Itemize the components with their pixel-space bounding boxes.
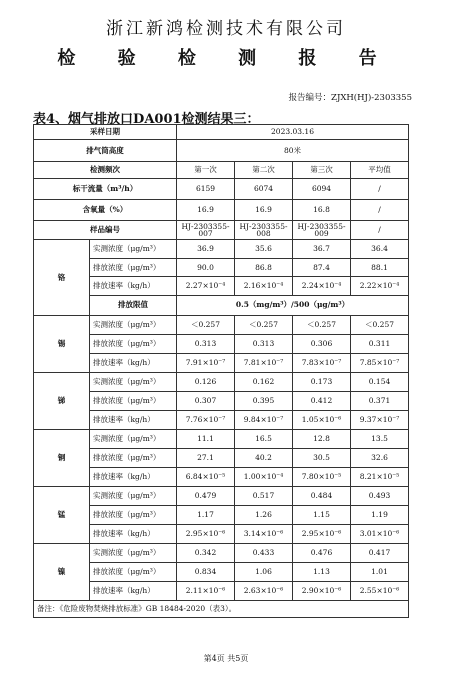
parameter-label: 排放速率（kg/h） — [90, 467, 177, 486]
measurement-value: 1.05×10⁻⁶ — [293, 410, 351, 429]
parameter-label: 排放速率（kg/h） — [90, 277, 177, 296]
standard-flow-label: 标干流量（m³/h） — [34, 179, 177, 200]
measurement-value: 1.00×10⁻⁴ — [235, 467, 293, 486]
metal-name: 铬 — [34, 240, 90, 316]
metal-name: 镍 — [34, 543, 90, 600]
metal-name: 锡 — [34, 315, 90, 372]
parameter-label: 排放速率（kg/h） — [90, 524, 177, 543]
parameter-label: 实测浓度（μg/m³） — [90, 315, 177, 334]
measurement-value: 2.27×10⁻⁴ — [177, 277, 235, 296]
measurement-value: 2.11×10⁻⁶ — [177, 581, 235, 600]
table-row — [34, 467, 409, 486]
table-row — [34, 140, 409, 162]
measurement-value: 2.16×10⁻⁴ — [235, 277, 293, 296]
parameter-label: 排放浓度（μg/m³） — [90, 334, 177, 353]
measurement-value: 13.5 — [351, 429, 409, 448]
sampling-date-label: 采样日期 — [34, 125, 177, 140]
measurement-value: 0.395 — [235, 391, 293, 410]
table-row — [34, 581, 409, 600]
measurement-value: 36.4 — [351, 240, 409, 259]
table-row — [34, 221, 409, 240]
sample-no-value: / — [351, 221, 409, 240]
parameter-label: 排放浓度（μg/m³） — [90, 562, 177, 581]
table-row — [34, 258, 409, 277]
measurement-value: 2.95×10⁻⁶ — [293, 524, 351, 543]
measurement-value: 2.22×10⁻⁴ — [351, 277, 409, 296]
measurement-value: 0.313 — [177, 334, 235, 353]
metal-name: 锰 — [34, 486, 90, 543]
measurement-value: 1.13 — [293, 562, 351, 581]
column-header: 平均值 — [351, 162, 409, 179]
parameter-label: 排放浓度（μg/m³） — [90, 391, 177, 410]
company-name: 浙江新鸿检测技术有限公司 — [106, 19, 346, 39]
measurement-value: 0.126 — [177, 372, 235, 391]
measurement-value: 0.433 — [235, 543, 293, 562]
parameter-label: 排放速率（kg/h） — [90, 353, 177, 372]
standard-flow-value: 6094 — [293, 179, 351, 200]
stack-height-label: 排气筒高度 — [34, 140, 177, 162]
table-row — [34, 600, 409, 617]
sample-no-value: HJ-2303355-008 — [235, 221, 293, 240]
parameter-label: 排放浓度（μg/m³） — [90, 448, 177, 467]
table-note: 备注：《危险废物焚烧排放标准》GB 18484-2020（表3）。 — [34, 600, 409, 617]
standard-flow-value: / — [351, 179, 409, 200]
measurement-value: ＜0.257 — [293, 315, 351, 334]
measurement-value: 1.06 — [235, 562, 293, 581]
measurement-value: ＜0.257 — [177, 315, 235, 334]
parameter-label: 排放速率（kg/h） — [90, 410, 177, 429]
table-row — [34, 353, 409, 372]
column-header: 第三次 — [293, 162, 351, 179]
measurement-value: 90.0 — [177, 258, 235, 277]
measurement-value: 0.476 — [293, 543, 351, 562]
measurement-value: 0.313 — [235, 334, 293, 353]
limit-label: 排放限值 — [90, 295, 177, 315]
measurement-value: 0.306 — [293, 334, 351, 353]
table-title: 表4、烟气排放口DA001检测结果三： — [33, 112, 260, 127]
parameter-label: 排放浓度（μg/m³） — [90, 258, 177, 277]
parameter-label: 排放浓度（μg/m³） — [90, 505, 177, 524]
stack-height-value: 80米 — [177, 140, 409, 162]
measurement-value: 7.81×10⁻⁷ — [235, 353, 293, 372]
parameter-label: 实测浓度（μg/m³） — [90, 486, 177, 505]
measurement-value: 11.1 — [177, 429, 235, 448]
measurement-value: 40.2 — [235, 448, 293, 467]
measurement-value: ＜0.257 — [351, 315, 409, 334]
column-header: 第一次 — [177, 162, 235, 179]
measurement-value: 0.517 — [235, 486, 293, 505]
measurement-value: 2.95×10⁻⁶ — [177, 524, 235, 543]
table-row — [34, 125, 409, 140]
table-row — [34, 429, 409, 448]
measurement-value: 0.342 — [177, 543, 235, 562]
table-row — [34, 410, 409, 429]
measurement-value: 0.484 — [293, 486, 351, 505]
sample-no-value: HJ-2303355-009 — [293, 221, 351, 240]
measurement-value: 0.311 — [351, 334, 409, 353]
measurement-value: 87.4 — [293, 258, 351, 277]
table-row — [34, 448, 409, 467]
measurement-value: 2.55×10⁻⁶ — [351, 581, 409, 600]
report-title: 检 验 检 测 报 告 — [57, 48, 395, 69]
table-row — [34, 524, 409, 543]
measurement-value: 3.14×10⁻⁶ — [235, 524, 293, 543]
measurement-value: 0.479 — [177, 486, 235, 505]
measurement-value: 86.8 — [235, 258, 293, 277]
measurement-value: 36.9 — [177, 240, 235, 259]
measurement-value: 1.01 — [351, 562, 409, 581]
measurement-value: 7.91×10⁻⁷ — [177, 353, 235, 372]
measurement-value: 35.6 — [235, 240, 293, 259]
table-row — [34, 162, 409, 179]
measurement-value: 6.84×10⁻⁵ — [177, 467, 235, 486]
measurement-value: 7.83×10⁻⁷ — [293, 353, 351, 372]
measurement-value: 7.76×10⁻⁷ — [177, 410, 235, 429]
measurement-value: 16.5 — [235, 429, 293, 448]
column-header: 第二次 — [235, 162, 293, 179]
measurement-value: 0.412 — [293, 391, 351, 410]
results-table — [33, 124, 409, 618]
sample-no-label: 样品编号 — [34, 221, 177, 240]
measurement-value: 30.5 — [293, 448, 351, 467]
standard-flow-value: 6074 — [235, 179, 293, 200]
measurement-value: 1.15 — [293, 505, 351, 524]
measurement-value: 27.1 — [177, 448, 235, 467]
table-row — [34, 486, 409, 505]
table-row — [34, 277, 409, 296]
measurement-value: ＜0.257 — [235, 315, 293, 334]
oxygen-value: 16.9 — [235, 200, 293, 221]
parameter-label: 实测浓度（μg/m³） — [90, 240, 177, 259]
measurement-value: 0.417 — [351, 543, 409, 562]
measurement-value: 1.19 — [351, 505, 409, 524]
page-number: 第4页 共5页 — [203, 654, 249, 663]
table-row — [34, 295, 409, 315]
table-row — [34, 334, 409, 353]
metal-name: 锑 — [34, 372, 90, 429]
items-label: 检测频次 — [34, 162, 177, 179]
limit-value: 0.5（mg/m³）/500（μg/m³） — [177, 295, 409, 315]
table-row — [34, 200, 409, 221]
measurement-value: 1.17 — [177, 505, 235, 524]
measurement-value: 8.21×10⁻⁵ — [351, 467, 409, 486]
measurement-value: 32.6 — [351, 448, 409, 467]
measurement-value: 0.154 — [351, 372, 409, 391]
parameter-label: 排放速率（kg/h） — [90, 581, 177, 600]
table-row — [34, 391, 409, 410]
parameter-label: 实测浓度（μg/m³） — [90, 372, 177, 391]
table-row — [34, 562, 409, 581]
measurement-value: 12.8 — [293, 429, 351, 448]
measurement-value: 36.7 — [293, 240, 351, 259]
table-row — [34, 240, 409, 259]
measurement-value: 1.26 — [235, 505, 293, 524]
measurement-value: 0.307 — [177, 391, 235, 410]
oxygen-value: 16.9 — [177, 200, 235, 221]
measurement-value: 9.37×10⁻⁷ — [351, 410, 409, 429]
oxygen-label: 含氧量（%） — [34, 200, 177, 221]
measurement-value: 2.63×10⁻⁶ — [235, 581, 293, 600]
parameter-label: 实测浓度（μg/m³） — [90, 543, 177, 562]
standard-flow-value: 6159 — [177, 179, 235, 200]
table-row — [34, 543, 409, 562]
table-row — [34, 505, 409, 524]
parameter-label: 实测浓度（μg/m³） — [90, 429, 177, 448]
table-row — [34, 372, 409, 391]
sample-no-value: HJ-2303355-007 — [177, 221, 235, 240]
oxygen-value: 16.8 — [293, 200, 351, 221]
measurement-value: 9.84×10⁻⁷ — [235, 410, 293, 429]
measurement-value: 0.173 — [293, 372, 351, 391]
measurement-value: 7.85×10⁻⁷ — [351, 353, 409, 372]
table-row — [34, 315, 409, 334]
measurement-value: 0.162 — [235, 372, 293, 391]
measurement-value: 7.80×10⁻⁵ — [293, 467, 351, 486]
measurement-value: 0.371 — [351, 391, 409, 410]
measurement-value: 0.834 — [177, 562, 235, 581]
measurement-value: 3.01×10⁻⁶ — [351, 524, 409, 543]
table-row — [34, 179, 409, 200]
measurement-value: 2.90×10⁻⁶ — [293, 581, 351, 600]
sampling-date-value: 2023.03.16 — [177, 125, 409, 140]
measurement-value: 88.1 — [351, 258, 409, 277]
report-number: 报告编号：ZJXH(HJ)-2303355 — [288, 93, 412, 103]
measurement-value: 2.24×10⁻⁴ — [293, 277, 351, 296]
oxygen-value: / — [351, 200, 409, 221]
metal-name: 铜 — [34, 429, 90, 486]
measurement-value: 0.493 — [351, 486, 409, 505]
